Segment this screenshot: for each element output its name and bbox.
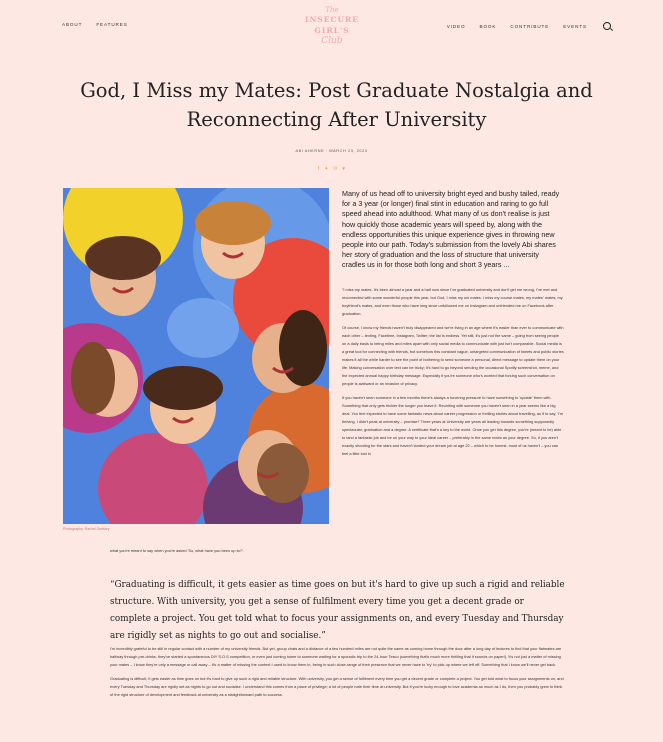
article-title: God, I Miss my Mates: Post Graduate Nostalgia and Reconnecting After University (80, 79, 593, 131)
nav-about[interactable]: ABOUT (62, 22, 83, 27)
twitter-icon[interactable]: ✦ (324, 166, 329, 172)
nav-left (62, 22, 128, 27)
article-body-right (342, 286, 564, 464)
hero-photo (63, 188, 329, 524)
paragraph: I'm incredibly grateful to be still in regular contact with a number of my university friends. But yet, group chats and a distance of a few hundred miles are not quite the same as coming home through the door after a long day of lectures to find that your flatmates are halfway through pre-drinks, they've started a spontaneous DIY S.O.S competition, or even just coming home to someone waiting for a sporadic trip to the 24-hour Tesco (something that's much more thrilling that it sounds on paper!). It's not just a matter of missing your mates – I know they're only a message or call away – it's a matter of missing the context I used to know them in, being in such close-range of their presence that we never have to 'try' to pick up where we left off. Something that I know we'll never get back. (110, 646, 562, 667)
nav-contribute[interactable]: CONTRIBUTE (510, 23, 550, 29)
heart-icon[interactable]: ♥ (342, 166, 346, 172)
friends-circle-illustration (63, 188, 329, 524)
paragraph: "I miss my mates. It's been almost a year and a half now since I've graduated university and don't get me wrong, I've met and reconnected with some wonderful people this year, but God, I miss my uni mates. I miss my course mates, my mates' mates, my boyfriend's mates, and even those who have long since unfollowed me on Instagram and unfriended me on Facebook after graduation. (342, 287, 563, 316)
logo-line-3: Club (321, 36, 343, 46)
paragraph-continuation: what you're meant to say when you're asked 'So, what have you been up to?'. (110, 548, 244, 553)
nav-features[interactable]: FEATURES (96, 22, 128, 27)
nav-video[interactable]: VIDEO (446, 23, 466, 29)
paragraph: If you haven't seen someone in a few months there's always a hovering pressure to have something to 'update' them with. Something that only gets trickier the longer you leave it. Reuniting with someone you haven't seen in a year seems like a big deal. You feel expected to have some fantastic news about career progression or thrilling stories about travelling, as if to say, 'I'm thriving, I didn't peak at university – promise!' Three years at University are years all leading towards something supposedly spectacular; graduation and a degree. A certificate that's a key to the world. Once you get this degree, you're (meant to be) able to land a fantastic job and be on your way to your ideal career – preferably in the same realm as your degree. So, if you aren't exactly shooting for the stars and haven't landed your dream job at age 22 – which to be honest, most of us haven't – you can feel a little lost in (342, 395, 564, 456)
pinterest-icon[interactable]: ℗ (333, 166, 338, 172)
logo-line-2: INSECURE GIRL'S (305, 15, 359, 35)
pull-quote: “Graduating is difficult, it gets easier as time goes on but it's hard to give up such a rigid and reliable structure. With university, you get a sense of fulfilment every time you get a decent grade or complete a project. You get told what to focus your assignments on, and every Tuesday and Thursday are rigidly set as nights to go out and socialise.” (110, 580, 565, 641)
paragraph: Of course, I know my friends haven't truly disappeared and we're living in an age where it's easier than ever to communicate with each other – texting, Facetime, Instagram, Twitter; the list is endless. Yet still, it's just not the same – going from seeing people on a daily basis to being miles and miles apart with only social media to communicate with just isn't comparable. Social media is a great tool for connecting with friends, but somehow this constant vague, untargeted communication of tweets and public stories makes it all the while harder to see the point of bothering to send someone a personal, direct message to update them on your life. Making conversation over text can be tricky; it's hard to go beyond sending the occasional Spotify screenshot, meme, and the expected annual happy birthday message. Especially if you're someone who's worried that forcing such conversation on people is awkward or an invasion of privacy. (342, 325, 564, 386)
article-intro: Many of us head off to university bright eyed and bushy tailed, ready for a 3 year (or longer) final stint in education and raring to go full speed ahead into adulthood. What many of us don't realise is just how quickly those academic years will speed by, along with the endless opportunities this unique experience gives in throwing new people into our path. Today's submission from the lovely Abi shares her story of graduation and the loss of structure that university cradles us in for those both long and short 3 years ... (342, 189, 560, 270)
top-nav (0, 0, 663, 52)
logo-line-1: The (325, 6, 339, 14)
nav-book[interactable]: BOOK (479, 23, 497, 29)
search-icon[interactable] (603, 22, 611, 30)
article-byline[interactable]: ABI AHERNE · MARCH 23, 2020 (295, 149, 368, 153)
nav-right (447, 22, 611, 30)
nav-events[interactable]: EVENTS (563, 23, 587, 29)
paragraph: Graduating is difficult, it gets easier as time goes on but it's hard to give up such a rigid and reliable structure. With university, you get a sense of fulfilment every time you get a decent grade or complete a project. You get told what to focus your assignments on, and every Tuesday and Thursday are rigidly set as nights to go out and socialise. I understand this comes from a place of privilege; a lot of people hate their time at university. But if you're lucky enough to love academia as much as I do, then you probably grew to think of the rigid structure of development and feedback at university as a straightforward path to success. (110, 676, 564, 697)
share-icons (0, 166, 663, 172)
photo-credit[interactable]: Photography: Rachel Gedsley (63, 527, 110, 531)
facebook-icon[interactable]: f (317, 166, 320, 172)
site-logo[interactable] (290, 6, 374, 46)
article-body-bottom (110, 645, 565, 705)
